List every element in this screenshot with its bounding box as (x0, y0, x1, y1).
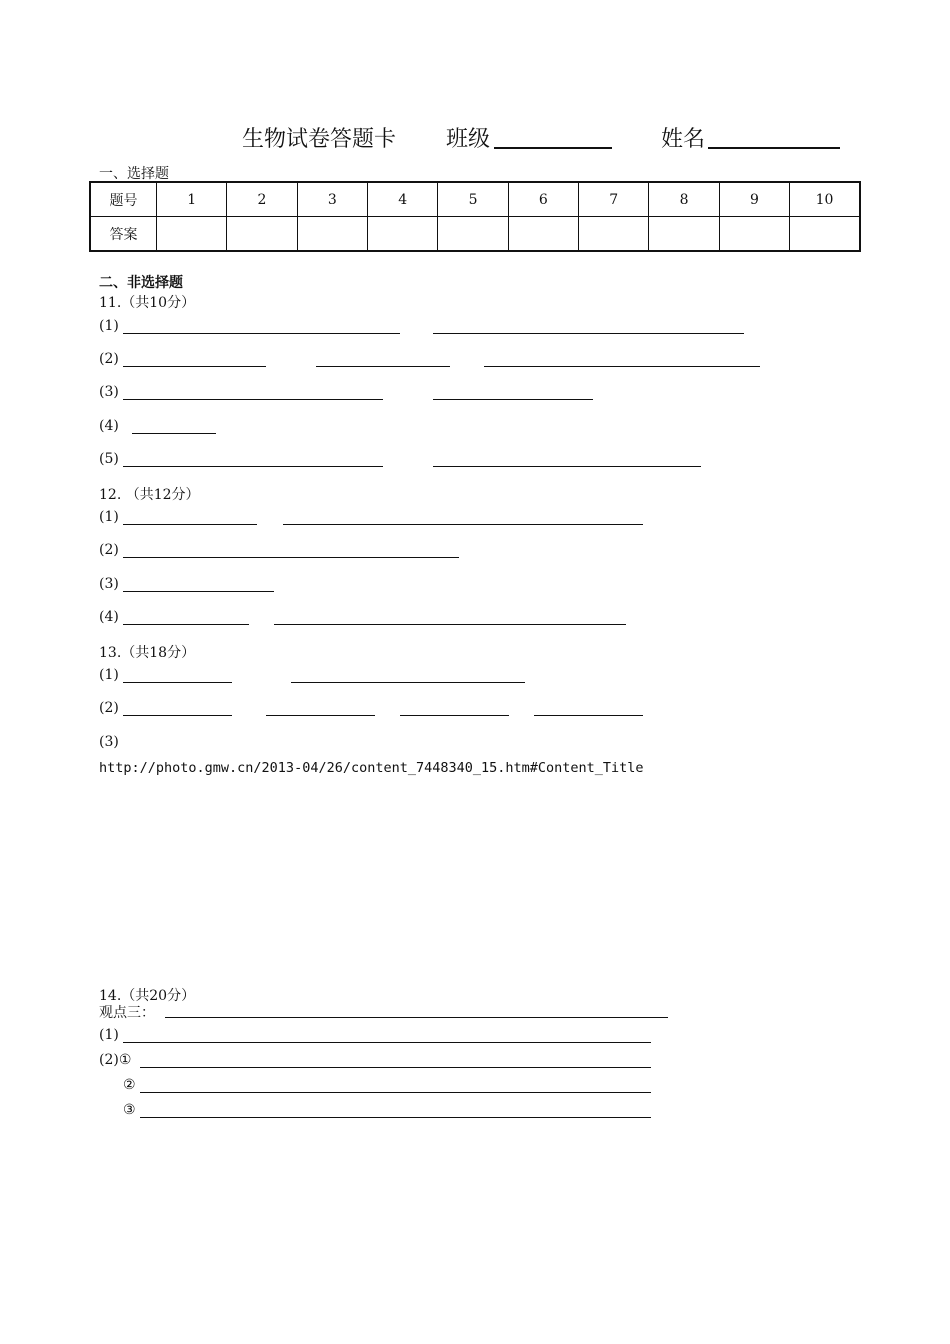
question-number-cell: 1 (157, 182, 227, 217)
answer-cell[interactable] (227, 217, 297, 252)
choice-answer-table (89, 181, 861, 252)
answer-line[interactable] (316, 366, 450, 367)
q12-item-label: (1) (99, 509, 119, 525)
q12-item-label: (4) (99, 609, 119, 625)
answer-cell[interactable] (649, 217, 719, 252)
row-header-number: 题号 (90, 182, 157, 217)
q14-item-label: ③ (123, 1102, 136, 1118)
answer-line[interactable] (165, 1017, 668, 1018)
question-number-cell: 9 (719, 182, 789, 217)
answer-line[interactable] (123, 366, 266, 367)
q11-item-label: (2) (99, 351, 119, 367)
q14-item-label: ② (123, 1077, 136, 1093)
table-row (90, 182, 860, 217)
answer-line[interactable] (140, 1067, 651, 1068)
question-number-cell: 5 (438, 182, 508, 217)
q13-item-label: (2) (99, 700, 119, 716)
question-number-cell: 4 (368, 182, 438, 217)
q11-item-label: (1) (99, 318, 119, 334)
answer-line[interactable] (140, 1092, 651, 1093)
question-number-cell: 3 (297, 182, 367, 217)
answer-line[interactable] (123, 399, 383, 400)
answer-line[interactable] (140, 1117, 651, 1118)
question-number-cell: 8 (649, 182, 719, 217)
answer-line[interactable] (123, 1042, 651, 1043)
answer-line[interactable] (433, 466, 701, 467)
answer-cell[interactable] (719, 217, 789, 252)
answer-line[interactable] (123, 333, 400, 334)
viewpoint-label: 观点三： (99, 1005, 155, 1021)
answer-line[interactable] (534, 715, 643, 716)
q14-item-label: (1) (99, 1027, 119, 1043)
name-label: 姓名 (661, 127, 706, 152)
answer-line[interactable] (132, 433, 216, 434)
answer-cell[interactable] (579, 217, 649, 252)
answer-line[interactable] (123, 591, 274, 592)
reference-url[interactable]: http://photo.gmw.cn/2013-04/26/content_7448340_15.htm#Content_Title (99, 760, 644, 776)
question-number-cell: 2 (227, 182, 297, 217)
answer-line[interactable] (291, 682, 525, 683)
answer-cell[interactable] (438, 217, 508, 252)
q12-item-label: (3) (99, 576, 119, 592)
answer-line[interactable] (283, 524, 643, 525)
answer-line[interactable] (400, 715, 509, 716)
answer-line[interactable] (123, 524, 257, 525)
q12-heading: 12. （共12分） (99, 487, 200, 503)
answer-line[interactable] (123, 624, 249, 625)
question-number-cell: 7 (579, 182, 649, 217)
answer-line[interactable] (123, 715, 232, 716)
answer-cell[interactable] (157, 217, 227, 252)
answer-line[interactable] (123, 466, 383, 467)
q11-item-label: (4) (99, 418, 119, 434)
answer-cell[interactable] (297, 217, 367, 252)
q11-item-label: (5) (99, 451, 119, 467)
name-input-line[interactable] (708, 147, 840, 149)
answer-line[interactable] (123, 682, 232, 683)
q11-item-label: (3) (99, 384, 119, 400)
answer-line[interactable] (123, 557, 459, 558)
row-header-answer: 答案 (90, 217, 157, 252)
q13-heading: 13.（共18分） (99, 645, 196, 661)
question-number-cell: 10 (790, 182, 860, 217)
class-label: 班级 (446, 127, 491, 152)
answer-line[interactable] (433, 399, 593, 400)
question-number-cell: 6 (508, 182, 578, 217)
answer-line[interactable] (484, 366, 760, 367)
answer-line[interactable] (266, 715, 375, 716)
q13-item-label: (1) (99, 667, 119, 683)
answer-cell[interactable] (368, 217, 438, 252)
section1-title: 一、选择题 (99, 166, 169, 182)
table-row (90, 217, 860, 252)
answer-line[interactable] (433, 333, 744, 334)
sheet-title: 生物试卷答题卡 (242, 127, 397, 152)
q14-item-label: (2)① (99, 1052, 132, 1068)
q14-heading: 14.（共20分） (99, 988, 196, 1004)
class-input-line[interactable] (494, 147, 612, 149)
answer-line[interactable] (274, 624, 626, 625)
answer-cell[interactable] (790, 217, 860, 252)
q13-item-label: (3) (99, 734, 119, 750)
q11-heading: 11.（共10分） (99, 295, 196, 311)
q12-item-label: (2) (99, 542, 119, 558)
section2-title: 二、非选择题 (99, 275, 183, 291)
answer-cell[interactable] (508, 217, 578, 252)
